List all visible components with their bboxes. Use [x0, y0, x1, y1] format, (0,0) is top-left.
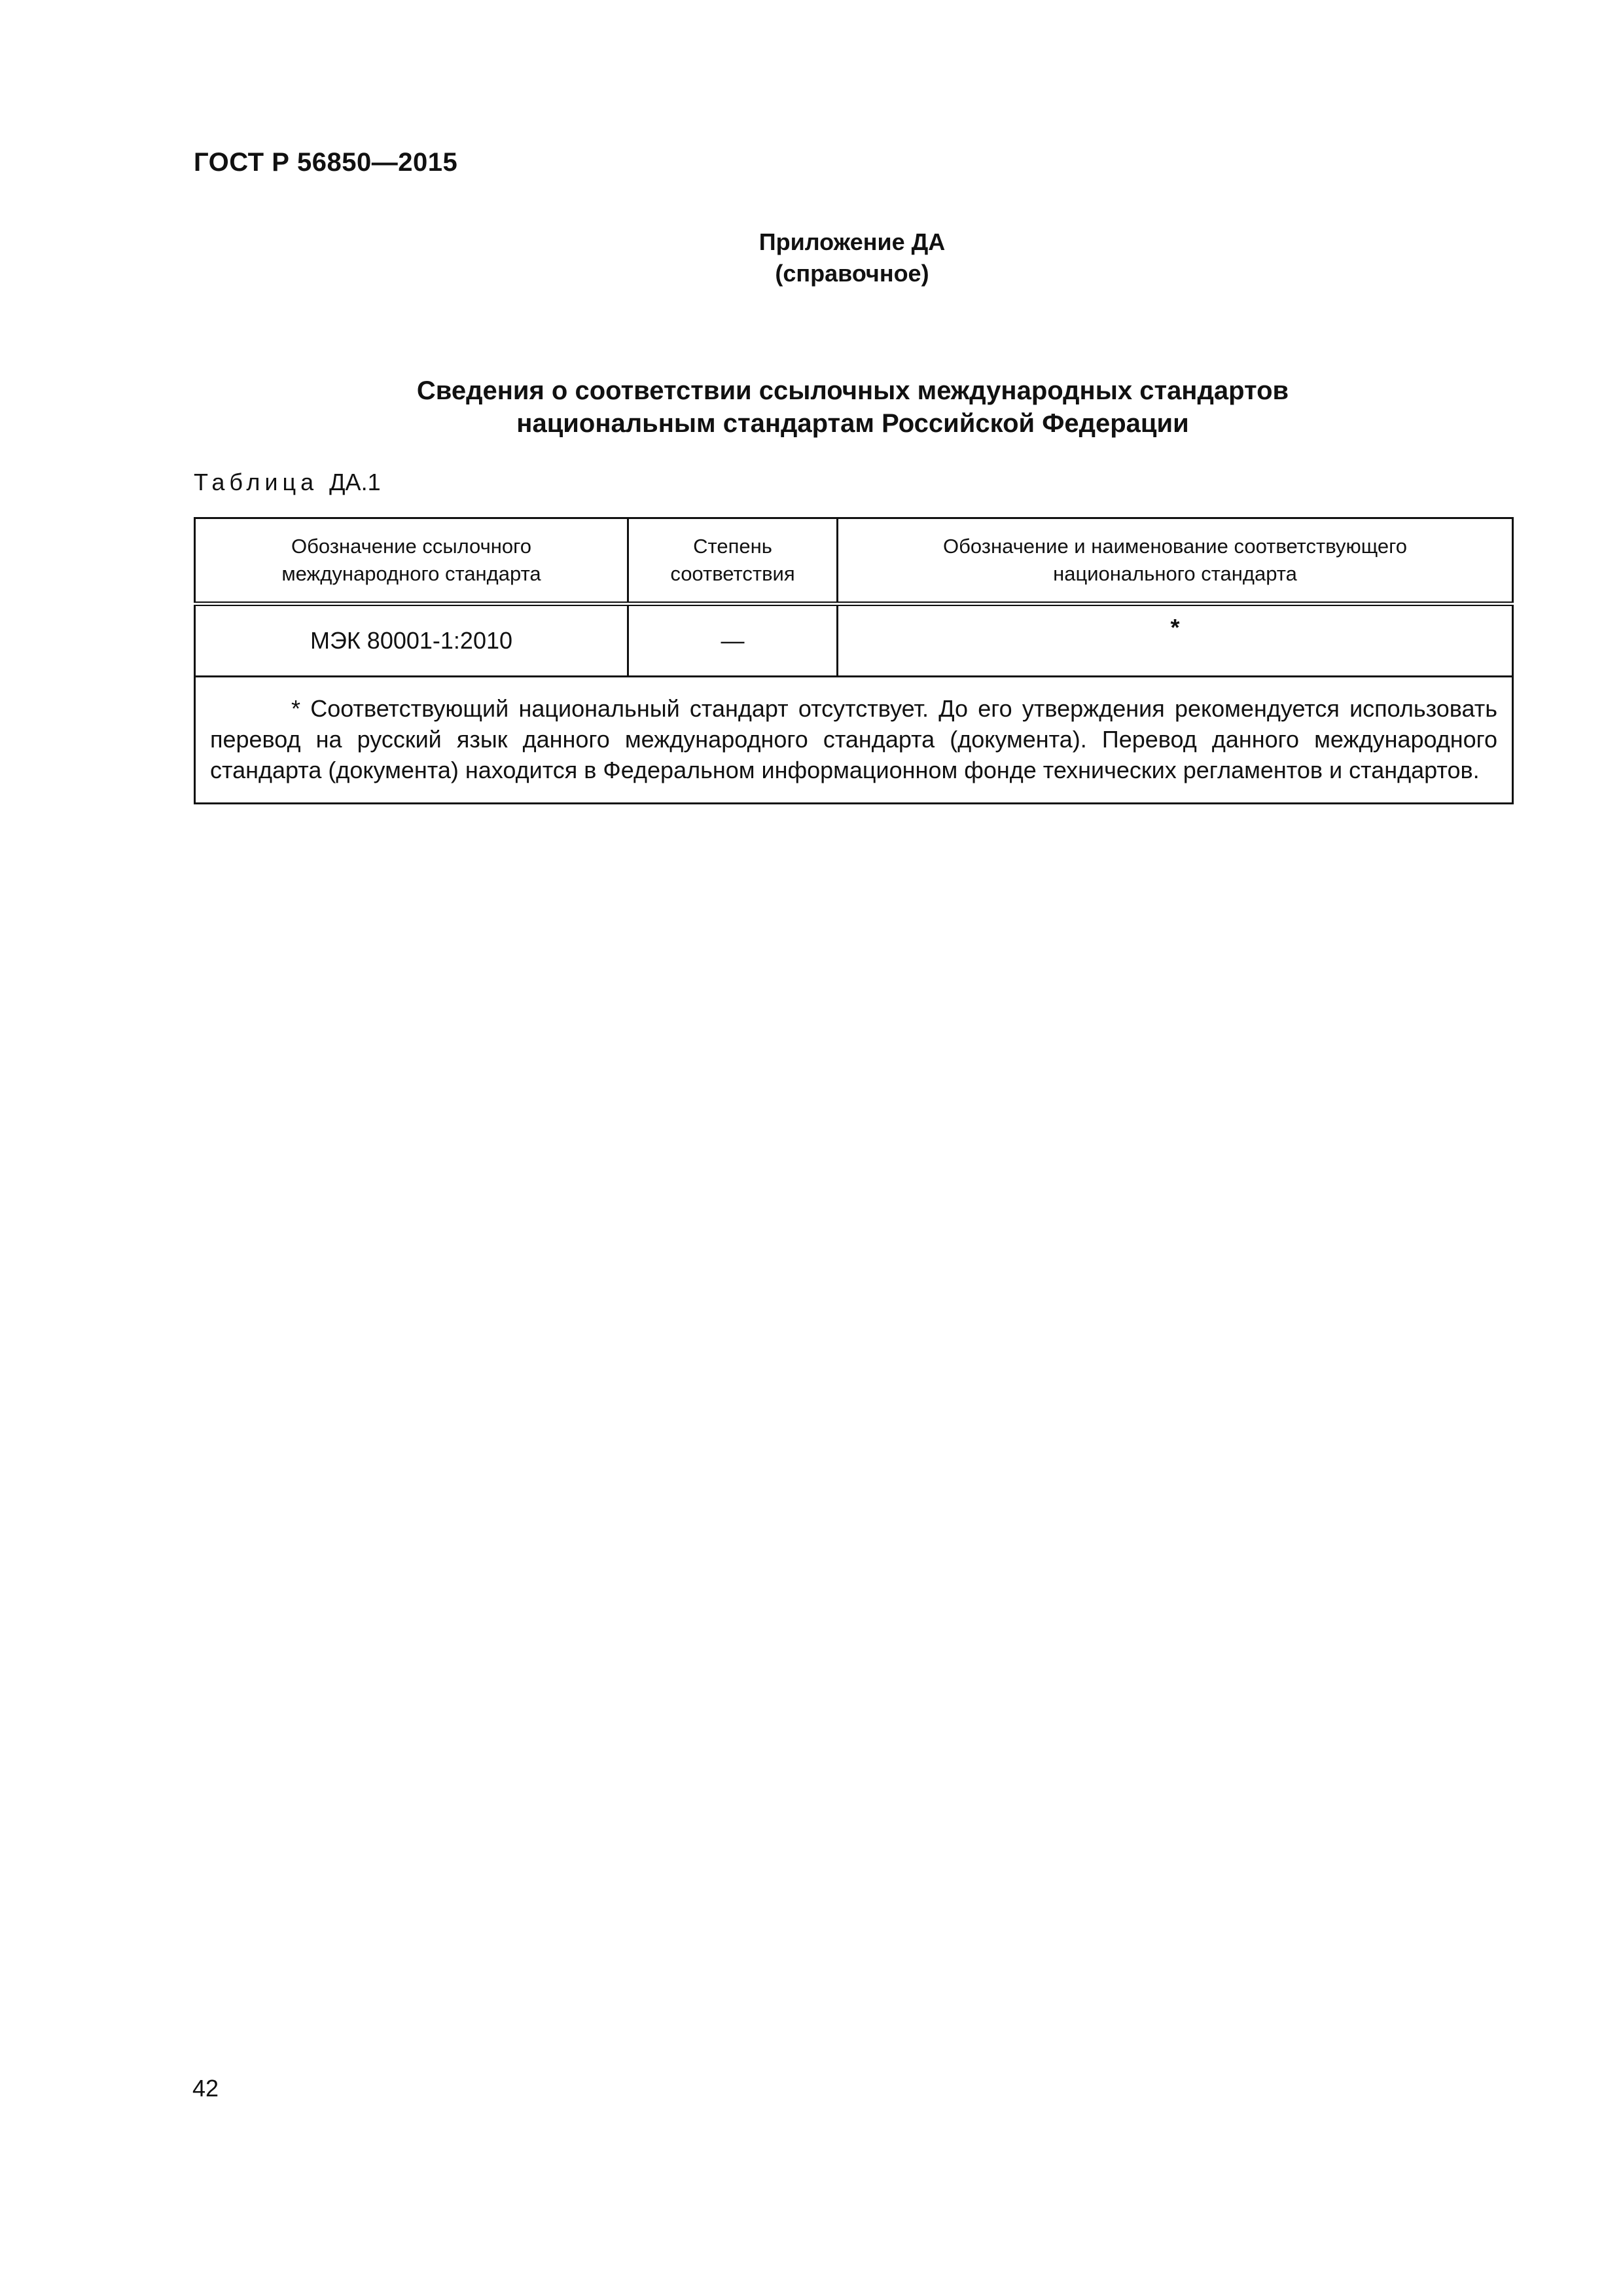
table-note-row: [195, 677, 1513, 804]
column-header-international-standard-text: Обозначение ссылочного международного стандарта: [281, 535, 541, 585]
table-footnote: * Соответствующий национальный стандарт отсутствует. До его утверждения рекомендуется использовать перевод на русский язык данного международного стандарта (документа). Перевод данного международного стандарта (документа) находится в Федеральном информационном фонде технических регламентов и стандартов.: [195, 677, 1513, 804]
column-header-national-standard-text: Обозначение и наименование соответствующего национального стандарта: [942, 535, 1408, 585]
annex-title: [194, 374, 1512, 440]
column-header-national-standard: [838, 518, 1513, 604]
annex-title-line-2: национальным стандартам Российской Федерации: [516, 409, 1189, 438]
cell-national-standard: *: [838, 604, 1513, 677]
table-caption-number: ДА.1: [329, 469, 381, 495]
annex-label: Приложение ДА: [758, 228, 946, 255]
table-caption: [194, 469, 381, 496]
page-number: 42: [192, 2075, 219, 2102]
annex-kind: (справочное): [775, 260, 929, 287]
cell-degree: —: [628, 604, 838, 677]
correspondence-table: [194, 517, 1514, 804]
annex-title-line-1: Сведения о соответствии ссылочных международных стандартов: [416, 376, 1289, 405]
column-header-degree-text: Степень соответствия: [670, 535, 795, 585]
table-caption-word: Таблица: [194, 469, 319, 495]
column-header-international-standard: [195, 518, 628, 604]
cell-international-standard: МЭК 80001-1:2010: [195, 604, 628, 677]
document-code: ГОСТ Р 56850—2015: [194, 148, 458, 177]
column-header-degree: [628, 518, 838, 604]
table-row: [195, 604, 1513, 677]
annex-heading: [0, 226, 1623, 289]
table-header-row: [195, 518, 1513, 604]
